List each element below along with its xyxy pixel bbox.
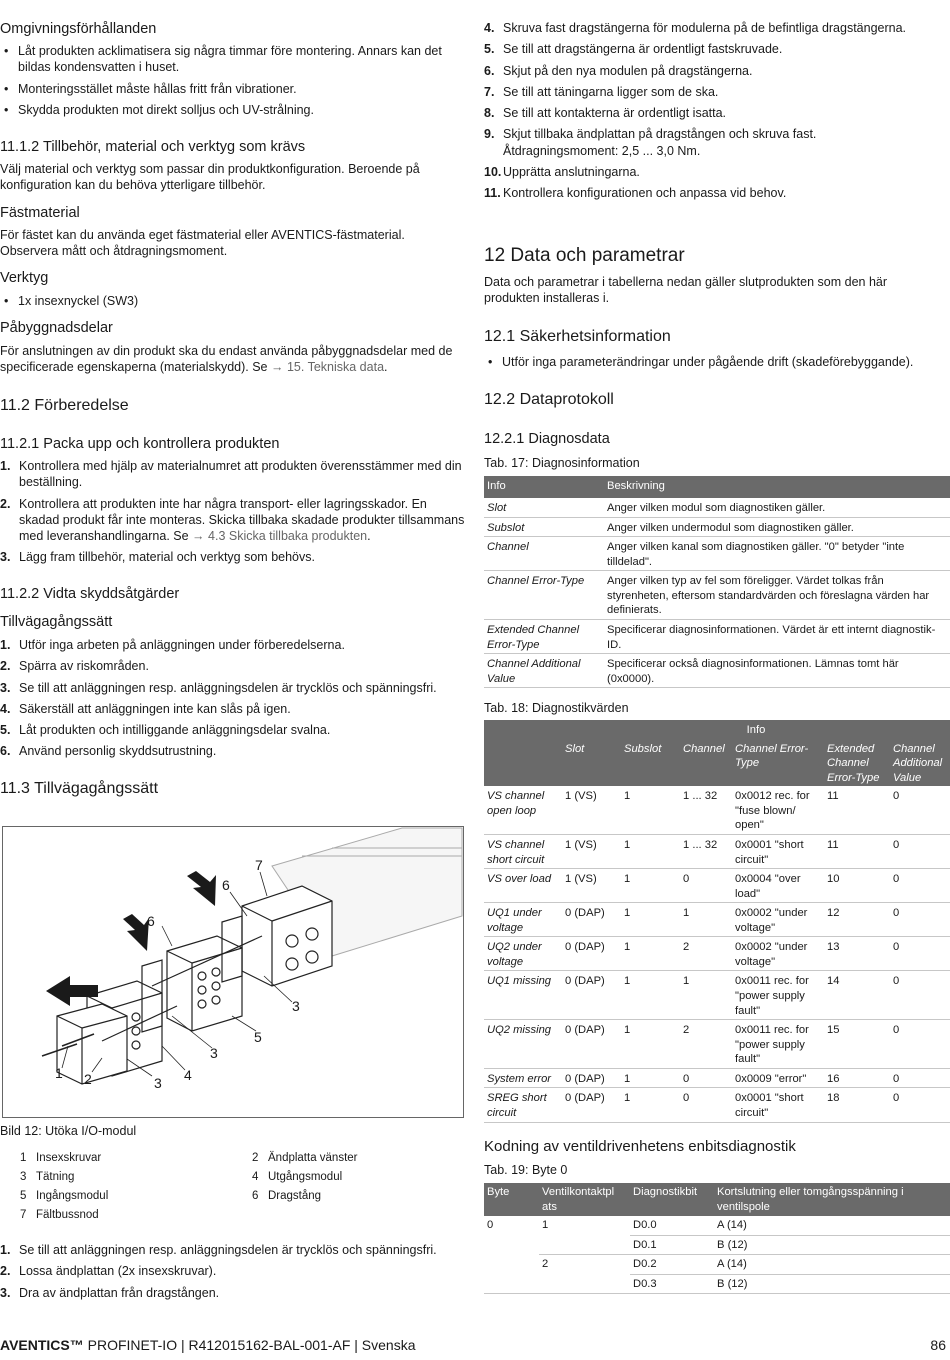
column-header: Diagnostikbit — [630, 1183, 714, 1216]
list-item — [0, 1285, 466, 1301]
table-header-row — [484, 1183, 950, 1216]
table-row — [484, 1020, 950, 1069]
cell: A (14) — [714, 1255, 950, 1275]
step-number: 1. — [0, 459, 11, 473]
column-header: Channel Additional Value — [890, 739, 950, 787]
table-caption: Tab. 18: Diagnostikvärden — [484, 701, 629, 715]
column-header: Extended Channel Error-Type — [824, 739, 890, 787]
step-number: 3. — [0, 1285, 11, 1300]
cell: 13 — [824, 937, 890, 971]
cell: 0x0004 "over load" — [732, 869, 824, 903]
cell: 1 — [621, 786, 680, 834]
protect-step-list — [0, 637, 466, 760]
final-step-list — [0, 1242, 466, 1301]
list-item: • Monteringsstället måste hållas fritt från vibrationer. — [0, 81, 466, 97]
cell: 11 — [824, 834, 890, 868]
page-number: 86 — [930, 1337, 946, 1353]
list-item — [484, 84, 950, 100]
step-number: 5. — [0, 723, 11, 737]
callout-6: 6 — [147, 913, 155, 929]
paragraph-text: För anslutningen av din produkt ska du endast använda påbyggnadsdelar med de specificerade egenskaperna (materialskydd). Se — [0, 344, 453, 375]
section-heading-12-2-1: 12.2.1 Diagnosdata — [484, 431, 610, 447]
paragraph — [0, 343, 466, 376]
table-header-row — [484, 476, 950, 498]
column-header — [484, 720, 562, 739]
step-number: 2. — [0, 659, 11, 674]
column-header: Channel — [680, 739, 732, 787]
cross-ref-link[interactable]: → 4.3 Skicka tillbaka produkten — [192, 529, 368, 543]
callout-4: 4 — [184, 1067, 192, 1083]
table-header-row — [484, 720, 950, 739]
cell: 1 — [621, 971, 680, 1020]
step-number: 2. — [0, 496, 11, 511]
cell: Anger vilken kanal som diagnostiken gäller. "0" betyder "inte tilldelad". — [604, 537, 950, 571]
cell: 0 (DAP) — [562, 971, 621, 1020]
cell: 1 (VS) — [562, 869, 621, 903]
legend-text: Fältbussnod — [36, 1209, 99, 1221]
cell: 0 (DAP) — [562, 937, 621, 971]
legend-row — [20, 1208, 440, 1227]
cell: 1 ... 32 — [680, 786, 732, 834]
table-row — [484, 869, 950, 903]
cell: Channel Error-Type — [484, 571, 604, 620]
step-text: Låt produkten och intilliggande anläggningsdelar svalna. — [19, 723, 331, 737]
table-row — [484, 517, 950, 537]
list-item: • 1x insexnyckel (SW3) — [0, 293, 466, 309]
legend-number: 3 — [20, 1171, 27, 1183]
step-number: 1. — [0, 638, 11, 652]
cell: D0.3 — [630, 1274, 714, 1294]
step-text: Skruva fast dragstängerna för modulerna på de befintliga dragstängerna. — [503, 21, 907, 35]
legend-text: Insexskruvar — [36, 1152, 102, 1164]
cell: 1 — [680, 903, 732, 937]
cell: 1 — [621, 834, 680, 868]
step-number: 3. — [0, 680, 11, 695]
table-caption: Tab. 17: Diagnosinformation — [484, 456, 640, 470]
list-item: • Utför inga parameterändringar under pågående drift (skadeförebyggande). — [484, 354, 950, 370]
cell: 16 — [824, 1068, 890, 1088]
cell: Anger vilken undermodul som diagnostiken gäller. — [604, 517, 950, 537]
list-item — [484, 105, 950, 121]
column-header: Info — [484, 476, 604, 498]
step-text: Se till att dragstängerna är ordentligt fastskruvade. — [503, 42, 783, 57]
paragraph-end: . — [384, 360, 388, 375]
table-row — [484, 1274, 950, 1294]
pab-heading: Påbyggnadsdelar — [0, 320, 113, 336]
section-heading-11-3: 11.3 Tillvägagångssätt — [0, 780, 159, 797]
section-heading-12-2: 12.2 Dataprotokoll — [484, 391, 614, 408]
cell: 1 — [542, 1219, 549, 1232]
cell: 15 — [824, 1020, 890, 1069]
cell: 0x0002 "under voltage" — [732, 937, 824, 971]
step-number: 6. — [484, 63, 495, 78]
cell: 1 — [621, 903, 680, 937]
list-item — [484, 126, 833, 159]
footer-doc-info — [0, 1336, 416, 1354]
omg-bullet-list — [0, 43, 466, 118]
figure-caption: Bild 12: Utöka I/O-modul — [0, 1124, 137, 1138]
cell: 0 — [890, 1020, 950, 1069]
cell: 14 — [824, 971, 890, 1020]
list-item — [0, 722, 466, 738]
step-number: 4. — [484, 21, 495, 35]
cell: 0 — [487, 1219, 494, 1232]
step-text: Dra av ändplattan från dragstången. — [19, 1285, 220, 1300]
cell: 0x0002 "under voltage" — [732, 903, 824, 937]
table-row — [484, 619, 950, 653]
fast-heading: Fästmaterial — [0, 205, 80, 221]
cell — [484, 1255, 539, 1275]
column-header: Ventilkontaktpl ats — [539, 1183, 630, 1216]
cell: 1 — [621, 869, 680, 903]
callout-2: 2 — [84, 1071, 92, 1087]
exploded-view-drawing — [2, 826, 464, 1118]
cell: 18 — [824, 1088, 890, 1122]
section-heading-11-2: 11.2 Förberedelse — [0, 397, 129, 414]
table-row — [484, 1216, 950, 1235]
cell — [539, 1235, 630, 1255]
column-header — [484, 739, 562, 787]
cell: 0 (DAP) — [562, 1020, 621, 1069]
list-item — [484, 20, 950, 36]
cell: 1 ... 32 — [680, 834, 732, 868]
step-text: Kontrollera konfigurationen och anpassa vid behov. — [503, 186, 787, 200]
diagnosis-info-table — [484, 476, 950, 688]
list-item — [0, 637, 466, 653]
table-header-row — [484, 739, 950, 787]
table-row — [484, 834, 950, 868]
table-row — [484, 1068, 950, 1088]
section-heading-11-1-2: 11.1.2 Tillbehör, material och verktyg som krävs — [0, 139, 306, 155]
left-column — [0, 0, 466, 1300]
cell: D0.0 — [630, 1216, 714, 1235]
check-step-list — [0, 458, 466, 566]
legend-row — [20, 1170, 440, 1189]
list-item — [484, 185, 950, 201]
cell: Extended Channel Error-Type — [484, 619, 604, 653]
cell: Subslot — [484, 517, 604, 537]
table-row — [484, 971, 950, 1020]
cell: UQ2 missing — [484, 1020, 562, 1069]
io-module-figure — [2, 826, 464, 1118]
step-text: Säkerställ att anläggningen inte kan slås på igen. — [19, 701, 291, 716]
step-number: 10. — [484, 164, 502, 179]
legend-number: 7 — [20, 1209, 27, 1221]
callout-5: 5 — [254, 1029, 262, 1045]
cell: Channel — [484, 537, 604, 571]
cell: 1 — [621, 1020, 680, 1069]
step-text: Kontrollera att produkten inte har några transport- eller lagringsskador. En skadad produkt får inte monteras. Skicka tillbaka skadade produkter tillsammans med leveranshandlingarna. Se — [19, 496, 465, 543]
cell: B (12) — [714, 1274, 950, 1294]
cell: Specificerar också diagnosinformationen. Lämnas tomt här (0x0000). — [604, 654, 950, 688]
step-number: 9. — [484, 127, 495, 142]
cell: 0 — [890, 869, 950, 903]
column-header: Byte — [484, 1183, 539, 1216]
table-row — [484, 1255, 950, 1275]
cell: B (12) — [714, 1235, 950, 1255]
cell: 0x0011 rec. for "power supply fault" — [732, 971, 824, 1020]
callout-1: 1 — [55, 1065, 63, 1081]
callout-3: 3 — [292, 998, 300, 1014]
legend-text: Ingångsmodul — [36, 1190, 109, 1202]
list-item — [484, 164, 950, 180]
list-item — [484, 63, 950, 79]
step-text: Kontrollera med hjälp av materialnumret att produkten överensstämmer med din beställning. — [19, 459, 462, 490]
cell: 0 — [890, 903, 950, 937]
step-text: Använd personlig skyddsutrustning. — [19, 744, 217, 759]
cell: 0 — [890, 937, 950, 971]
cell: 0 — [890, 834, 950, 868]
step-text: Spärra av riskområden. — [19, 659, 149, 674]
step-text: Se till att kontakterna är ordentligt isatta. — [503, 106, 727, 120]
step-number: 7. — [484, 84, 495, 99]
cell: 2 — [542, 1258, 549, 1271]
cell: Channel Additional Value — [484, 654, 604, 688]
footer-doc-text: PROFINET-IO | R412015162-BAL-001-AF | Svenska — [83, 1337, 416, 1353]
callout-7: 7 — [255, 857, 263, 873]
step-number: 8. — [484, 106, 495, 120]
list-item — [0, 458, 466, 491]
cell: 0x0001 "short circuit" — [732, 1088, 824, 1122]
step-number: 1. — [0, 1243, 11, 1257]
paragraph: Välj material och verktyg som passar din produktkonfiguration. Beroende på konfiguration kan du behöva ytterligare tillbehör. — [0, 162, 420, 193]
cell: 1 — [621, 937, 680, 971]
cell: 0x0001 "short circuit" — [732, 834, 824, 868]
paragraph: För fästet kan du använda eget fästmaterial eller AVENTICS-fästmaterial. Observera mått och åtdragningsmoment. — [0, 228, 405, 259]
cell: UQ1 missing — [484, 971, 562, 1020]
table-row — [484, 786, 950, 834]
legend-number: 5 — [20, 1190, 27, 1202]
cross-ref-link[interactable]: → 15. Tekniska data — [270, 360, 385, 375]
verktyg-heading: Verktyg — [0, 270, 49, 286]
cell: VS channel open loop — [484, 786, 562, 834]
legend-text: Tätning — [36, 1171, 75, 1183]
callout-3: 3 — [210, 1045, 218, 1061]
cell: UQ1 under voltage — [484, 903, 562, 937]
table-row — [484, 1235, 950, 1255]
list-item — [0, 743, 466, 759]
cell: 0 — [890, 1068, 950, 1088]
cell: Slot — [484, 498, 604, 517]
column-header: Channel Error-Type — [732, 739, 824, 787]
table-row — [484, 571, 950, 620]
table-row — [484, 1088, 950, 1122]
section-heading-12-1: 12.1 Säkerhetsinformation — [484, 328, 671, 345]
cell: 1 — [621, 1068, 680, 1088]
cell: 10 — [824, 869, 890, 903]
cell: 0 (DAP) — [562, 1068, 621, 1088]
list-item — [0, 549, 466, 565]
cell: 0 — [680, 1088, 732, 1122]
cell: 0x0009 "error" — [732, 1068, 824, 1088]
list-item: • Skydda produkten mot direkt solljus och UV-strålning. — [0, 102, 466, 118]
kod-heading: Kodning av ventildrivenhetens enbitsdiagnostik — [484, 1138, 796, 1155]
cell: 0x0011 rec. for "power supply fault" — [732, 1020, 824, 1069]
cell: 0 — [680, 1068, 732, 1088]
cell: 1 (VS) — [562, 786, 621, 834]
list-item — [0, 658, 466, 674]
cell — [484, 1274, 539, 1294]
step-number: 3. — [0, 550, 11, 565]
table-row — [484, 937, 950, 971]
cell: 0 (DAP) — [562, 903, 621, 937]
cell: 1 — [621, 1088, 680, 1122]
legend-number: 6 — [252, 1190, 259, 1202]
table-caption: Tab. 19: Byte 0 — [484, 1163, 568, 1177]
step-number: 6. — [0, 744, 11, 759]
list-item: • Låt produkten acklimatisera sig några timmar före montering. Annars kan det bildas kondensvatten i huset. — [0, 43, 466, 76]
cell: 1 (VS) — [562, 834, 621, 868]
byte0-table — [484, 1183, 950, 1294]
step-text: Utför inga arbeten på anläggningen under förberedelserna. — [19, 638, 345, 652]
column-header: Kortslutning eller tomgångsspänning i ventilspole — [714, 1183, 950, 1216]
figure-legend — [20, 1151, 440, 1227]
cell: SREG short circuit — [484, 1088, 562, 1122]
omg-heading: Omgivningsförhållanden — [0, 21, 157, 37]
cell: Anger vilken modul som diagnostiken gäller. — [604, 498, 950, 517]
column-header: Beskrivning — [604, 476, 950, 498]
step-text: Skjut tillbaka ändplattan på dragstången och skruva fast. Åtdragningsmoment: 2,5 ... 3,0 Nm. — [503, 127, 817, 158]
paragraph: Data och parametrar i tabellerna nedan gäller slutprodukten som den här produkten installeras i. — [484, 275, 888, 306]
step-text: Upprätta anslutningarna. — [503, 164, 640, 179]
column-header: Subslot — [621, 739, 680, 787]
diagnostic-values-table — [484, 720, 950, 1123]
cell: VS over load — [484, 869, 562, 903]
list-item — [0, 701, 466, 717]
assembly-step-list — [484, 20, 950, 201]
step-text: Skjut på den nya modulen på dragstängerna. — [503, 63, 753, 78]
till-heading: Tillvägagångssätt — [0, 614, 113, 630]
step-number: 2. — [0, 1264, 11, 1279]
table-row — [484, 498, 950, 517]
step-number: 4. — [0, 701, 11, 716]
step-text: Lägg fram tillbehör, material och verktyg som behövs. — [19, 550, 315, 565]
legend-row — [20, 1189, 440, 1208]
column-header: Info — [562, 720, 950, 739]
cell: 0 — [890, 1088, 950, 1122]
cell: 12 — [824, 903, 890, 937]
cell: 2 — [680, 937, 732, 971]
cell: 0x0012 rec. for "fuse blown/ open" — [732, 786, 824, 834]
cell: D0.2 — [630, 1255, 714, 1275]
cell: 0 — [680, 869, 732, 903]
callout-3: 3 — [154, 1075, 162, 1091]
cell: 1 — [680, 971, 732, 1020]
step-text: Lossa ändplattan (2x insexskruvar). — [19, 1264, 217, 1279]
table-row — [484, 654, 950, 688]
legend-text: Ändplatta vänster — [268, 1152, 358, 1164]
list-item — [0, 1242, 466, 1258]
cell: Anger vilken typ av fel som föreligger. Värdet tolkas från styrenheten, eftersom standardvärden och föreslagna värden har definierats. — [604, 571, 950, 620]
cell: 11 — [824, 786, 890, 834]
section-heading-11-2-1: 11.2.1 Packa upp och kontrollera produkten — [0, 436, 280, 452]
cell: 0 — [890, 786, 950, 834]
list-item — [0, 1263, 466, 1279]
footer-brand: AVENTICS™ — [0, 1337, 84, 1353]
list-item — [0, 680, 466, 696]
legend-number: 1 — [20, 1152, 27, 1164]
step-text: Se till att täningarna ligger som de ska. — [503, 84, 719, 99]
step-text: Se till att anläggningen resp. anläggningsdelen är trycklös och spänningsfri. — [19, 1243, 437, 1257]
cell: VS channel short circuit — [484, 834, 562, 868]
cell: UQ2 under voltage — [484, 937, 562, 971]
cell: 0 — [890, 971, 950, 1020]
column-header: Slot — [562, 739, 621, 787]
section-heading-12: 12 Data och parametrar — [484, 245, 685, 266]
cell: Specificerar diagnosinformationen. Värdet är ett internt diagnostik-ID. — [604, 619, 950, 653]
cell — [484, 1235, 539, 1255]
list-item — [0, 496, 466, 545]
cell — [539, 1274, 630, 1294]
section-heading-11-2-2: 11.2.2 Vidta skyddsåtgärder — [0, 586, 180, 602]
table-row — [484, 537, 950, 571]
table-row — [484, 903, 950, 937]
cell: D0.1 — [630, 1235, 714, 1255]
cell: 0 (DAP) — [562, 1088, 621, 1122]
cell: A (14) — [714, 1216, 950, 1235]
step-text: Se till att anläggningen resp. anläggningsdelen är trycklös och spänningsfri. — [19, 680, 437, 695]
step-number: 11. — [484, 186, 501, 200]
legend-text: Utgångsmodul — [268, 1171, 343, 1183]
cell: System error — [484, 1068, 562, 1088]
right-column — [484, 0, 950, 1290]
legend-number: 4 — [252, 1171, 259, 1183]
legend-row — [20, 1151, 440, 1170]
step-end: . — [367, 529, 371, 543]
legend-text: Dragstång — [268, 1190, 322, 1202]
list-item — [484, 41, 950, 57]
legend-number: 2 — [252, 1152, 259, 1164]
cell: 2 — [680, 1020, 732, 1069]
step-number: 5. — [484, 42, 495, 57]
callout-6: 6 — [222, 877, 230, 893]
